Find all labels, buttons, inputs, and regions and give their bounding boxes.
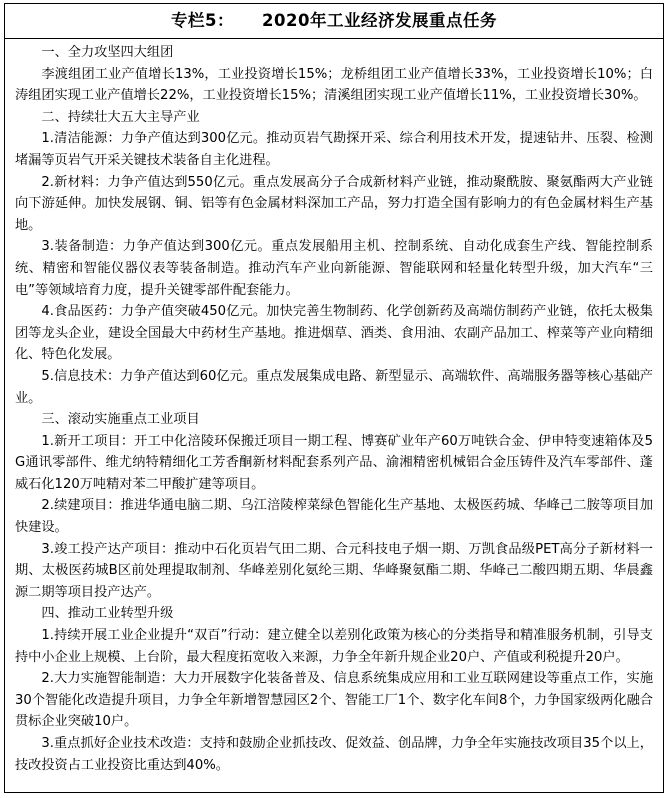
section-paragraph: 1.新开工项目：开工中化涪陵环保搬迁项目一期工程、博赛矿业年产60万吨铁合金、伊申特变速箱体及5G通讯零部件、维尤纳特精细化工芳香酮新材料配套系列产品、渝湘精密机械铝合金压铸件及汽车零部件、蓬威石化120万吨精对苯二甲酸扩建等项目。: [15, 433, 653, 492]
box-title: [5, 4, 663, 39]
section-paragraph: 2.大力实施智能制造：大力开展数字化装备普及、信息系统集成应用和工业互联网建设等重点工作，实施30个智能化改造提升项目，力争全年新增智慧园区2个、智能工厂1个、数字化车间8个，力争国家级两化融合贯标企业突破10户。: [15, 671, 653, 730]
section-paragraph: 1.持续开展工业企业提升“双百”行动：建立健全以差别化政策为核心的分类指导和精准服务机制，引导支持中小企业上规模、上台阶，最大程度拓宽收入来源，力争全年新升规企业20户、产值或利税提升20户。: [15, 628, 653, 665]
box-heading: 2020年工业经济发展重点任务: [262, 11, 497, 30]
section-heading: 二、持续壮大五大主导产业: [41, 109, 200, 125]
section-heading: 一、全力攻坚四大组团: [41, 45, 174, 60]
section-heading: 三、滚动实施重点工业项目: [41, 412, 200, 428]
box-content: [5, 39, 663, 776]
section-heading: 四、推动工业转型升级: [41, 606, 174, 622]
box-label: 专栏5：: [171, 11, 235, 30]
section-paragraph: 2.新材料：力争产值达到550亿元。重点发展高分子合成新材料产业链，推动聚酰胺、聚氨酯两大产业链向下游延伸。加快发展钢、铜、铝等有色金属材料深加工产品，努力打造全国有影响力的有色金属材料生产基地。: [15, 174, 653, 233]
section-paragraph: 李渡组团工业产值增长13%，工业投资增长15%；龙桥组团工业产值增长33%，工业投资增长10%；白涛组团实现工业产值增长22%，工业投资增长15%；清溪组团实现工业产值增长11%，工业投资增长30%。: [15, 66, 653, 104]
section-paragraph: 5.信息技术：力争产值达到60亿元。重点发展集成电路、新型显示、高端软件、高端服务器等核心基础产业。: [15, 368, 653, 406]
section-paragraph: 3.装备制造：力争产值达到300亿元。重点发展船用主机、控制系统、自动化成套生产线、智能控制系统、精密和智能仪器仪表等装备制造。推动汽车产业向新能源、智能联网和轻量化转型升级，加大汽车“三电”等领域培育力度，提升关键零部件配套能力。: [15, 239, 653, 298]
section-paragraph: 2.续建项目：推进华通电脑二期、乌江涪陵榨菜绿色智能化生产基地、太极医药城、华峰己二胺等项目加快建设。: [15, 498, 653, 536]
section-paragraph: 4.食品医药：力争产值突破450亿元。加快完善生物制药、化学创新药及高端仿制药产业链，依托太极集团等龙头企业，建设全国最大中药材生产基地。推进烟草、酒类、食用油、农副产品加工、榨菜等产业向精细化、特色化发展。: [15, 304, 653, 363]
section-paragraph: 3.重点抓好企业技术改造：支持和鼓励企业抓技改、促效益、创品牌，力争全年实施技改项目35个以上，技改投资占工业投资比重达到40%。: [15, 736, 653, 773]
section-paragraph: 1.清洁能源：力争产值达到300亿元。推动页岩气勘探开采、综合利用技术开发，提速钻井、压裂、检测堵漏等页岩气开采关键技术装备自主化进程。: [15, 131, 653, 168]
section-paragraph: 3.竣工投产达产项目：推动中石化页岩气田二期、合元科技电子烟一期、万凯食品级PET高分子新材料一期、太极医药城B区前处理提取制剂、华峰差别化氨纶三期、华峰聚氨酯二期、华峰己二酸四期五期、华晨鑫源二期等项目投产达产。: [15, 541, 653, 600]
feature-box: [4, 3, 664, 793]
